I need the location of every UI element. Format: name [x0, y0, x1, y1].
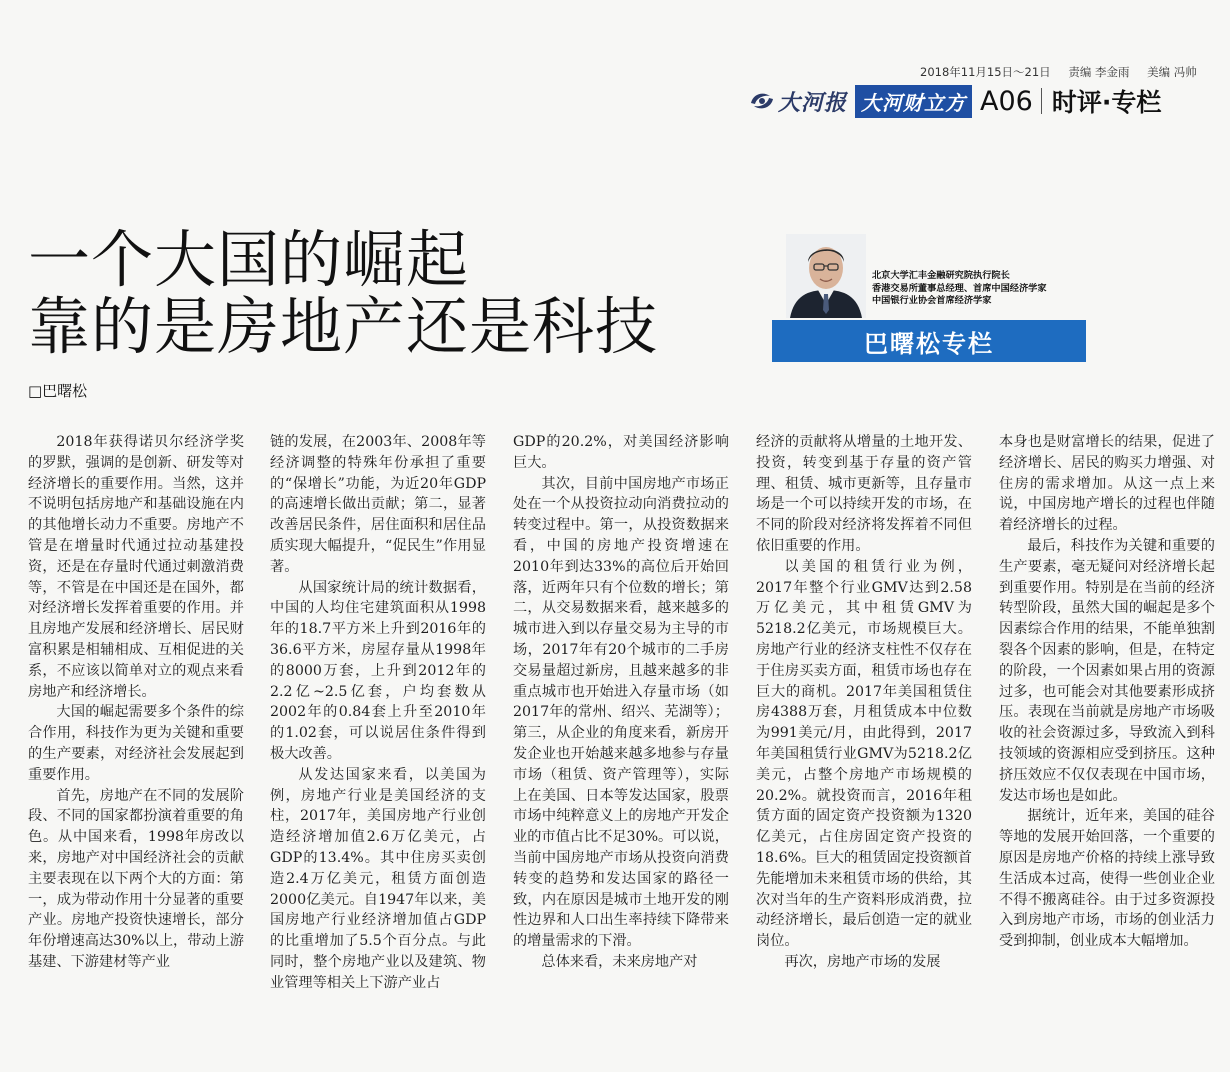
paragraph: 本身也是财富增长的结果，促进了经济增长、居民的购买力增强、对住房的需求增加。从这一点上来说，中国房地产增长的过程也伴随着经济增长的过程。	[999, 434, 1215, 534]
text-column-2	[270, 432, 486, 1062]
masthead-divider	[1041, 88, 1042, 114]
editor-credit: 责编 李金雨	[1068, 65, 1130, 79]
paragraph: 首先，房地产在不同的发展阶段、不同的国家都扮演着重要的角色。从中国来看，1998年房改以来，房地产对中国经济社会的贡献主要表现在以下两个大的方面：第一，成为带动作用十分显著的重要产业。房地产投资快速增长，部分年份增速高达30%以上，带动上游基建、下游建材等产业	[28, 787, 244, 970]
header-meta	[920, 64, 1220, 80]
paragraph: GDP的20.2%，对美国经济影响巨大。	[513, 434, 729, 471]
author-title: 北京大学汇丰金融研究院执行院长	[872, 270, 1010, 281]
text-column-4	[756, 432, 972, 1062]
headline-line-1: 一个大国的崛起	[28, 223, 470, 296]
paragraph: 从国家统计局的统计数据看，中国的人均住宅建筑面积从1998年的18.7平方米上升到2016年的36.6平方米，房屋存量从1998年的8000万套，上升到2012年的2.2亿~2.5亿套，户均套数从2002年的0.84套上升至2010年的1.02套，可以说居住条件得到极大改善。	[270, 579, 486, 762]
masthead	[748, 84, 1228, 118]
designer-credit: 美编 冯帅	[1147, 65, 1197, 79]
paragraph: 再次，房地产市场的发展	[784, 953, 941, 970]
author-title: 香港交易所董事总经理、首席中国经济学家	[872, 282, 1047, 294]
paragraph: 链的发展，在2003年、2008年等经济调整的特殊年份承担了重要的“保增长”功能，为近20年GDP的高速增长做出贡献；第二，显著改善居民条件，居住面积和居住品质实现大幅提升，“促民生”作用显著。	[270, 434, 486, 575]
paper-name: 大河报	[778, 89, 848, 116]
paragraph: 据统计，近年来，美国的硅谷等地的发展开始回落，一个重要的原因是房地产价格的持续上涨导致生活成本过高，使得一些创业企业不得不搬离硅谷。由于过多资源投入到房地产市场，市场的创业活力受到抑制，创业成本大幅增加。	[999, 808, 1215, 950]
author-title: 中国银行业协会首席经济学家	[872, 295, 992, 306]
paragraph: 以美国的租赁行业为例，2017年整个行业GMV达到2.58万亿美元，其中租赁GMV为5218.2亿美元，市场规模巨大。房地产行业的经济支柱性不仅存在于住房买卖方面，租赁市场也存在巨大的商机。2017年美国租赁住房4388万套，月租赁成本中位数为991美元/月，由此得到，2017年美国租赁行业GMV为5218.2亿美元，占整个房地产市场规模的20.2%。就投资而言，2016年租赁方面的固定资产投资额为1320亿美元，占住房固定资产投资的18.6%。巨大的租赁固定投资额首先能增加未来租赁市场的供给，其次对当年的生产资料形成消费，拉动经济增长，最后创造一定的就业岗位。	[756, 558, 972, 950]
column-name-banner: 巴曙松专栏	[772, 320, 1086, 362]
section-name: 时评·专栏	[1051, 88, 1162, 117]
paragraph: 最后，科技作为关键和重要的生产要素，毫无疑问对经济增长起到重要作用。特别是在当前的经济转型阶段，虽然大国的崛起是多个因素综合作用的结果，不能单独割裂各个因素的影响，但是，在特定的阶段，一个因素如果占用的资源过多，也可能会对其他要素形成挤压。表现在当前就是房地产市场吸收的社会资源过多，导致流入到科技领域的资源相应受到挤压。这种挤压效应不仅仅表现在中国市场，发达市场也是如此。	[999, 537, 1215, 804]
author-bio	[872, 270, 1112, 308]
paragraph: 其次，目前中国房地产市场正处在一个从投资拉动向消费拉动的转变过程中。第一，从投资数据来看，中国的房地产投资增速在2010年到达33%的高位后开始回落，近两年只有个位数的增长；第二，从交易数据来看，越来越多的城市进入到以存量交易为主导的市场，2017年有20个城市的二手房交易量超过新房，且越来越多的非重点城市也开始进入存量市场（如2017年的常州、绍兴、芜湖等）；第三，从企业的角度来看，新房开发企业也开始越来越多地参与存量市场（租赁、资产管理等），实际上在美国、日本等发达国家，股票市场中纯粹意义上的房地产开发企业的市值占比不足30%。可以说，当前中国房地产市场从投资向消费转变的趋势和发达国家的路径一致，内在原因是城市土地开发的刚性边界和人口出生率持续下降带来的增量需求的下滑。	[513, 475, 729, 950]
paragraph: 从发达国家来看，以美国为例，房地产行业是美国经济的支柱，2017年，美国房地产行业创造经济增加值2.6万亿美元，占GDP的13.4%。其中住房买卖创造2.4万亿美元，租赁方面创造2000亿美元。自1947年以来，美国房地产行业经济增加值占GDP的比重增加了5.5个百分点。与此同时，整个房地产业以及建筑、物业管理等相关上下游产业占	[270, 766, 486, 991]
paragraph: 经济的贡献将从增量的土地开发、投资，转变到基于存量的资产管理、租赁、城市更新等，且存量市场是一个可以持续开发的市场，在不同的阶段对经济将发挥着不同但依旧重要的作用。	[756, 434, 972, 554]
paragraph: 大国的崛起需要多个条件的综合作用，科技作为更为关键和重要的生产要素，对经济社会发展起到重要作用。	[28, 704, 244, 783]
text-column-5	[999, 432, 1215, 1062]
text-column-3	[513, 432, 729, 1062]
text-column-1	[28, 432, 244, 1062]
paragraph: 总体来看，未来房地产对	[541, 953, 698, 970]
byline: □巴曙松	[28, 382, 88, 400]
newspaper-logo-icon	[748, 87, 776, 115]
supplement-name: 大河财立方	[855, 85, 972, 118]
paragraph: 2018年获得诺贝尔经济学奖的罗默，强调的是创新、研发等对经济增长的重要作用。当然，这并不说明包括房地产和基础设施在内的其他增长动力不重要。房地产不管是在增量时代通过拉动基建投资，还是在存量时代通过刺激消费等，不管是在中国还是在国外，都对经济增长发挥着重要的作用。并且房地产发展和经济增长、居民财富积累是相辅相成、互相促进的关系，不应该以简单对立的观点来看房地产和经济增长。	[28, 434, 244, 700]
page-number: A06	[980, 85, 1033, 117]
author-portrait	[786, 234, 866, 318]
issue-date: 2018年11月15日～21日	[920, 65, 1051, 79]
headline-line-2: 靠的是房地产还是科技	[28, 290, 659, 363]
